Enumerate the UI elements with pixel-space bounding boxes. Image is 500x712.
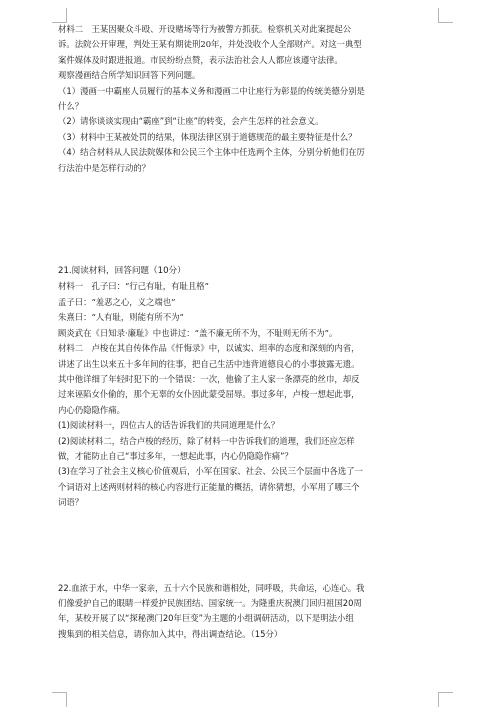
- text-line: 其中他详细了年轻时犯下的一个错误：一次，他偷了主人家一条漂亮的丝巾，却反: [58, 373, 360, 384]
- document-page: [58, 22, 446, 642]
- text-line: 案件媒体及时跟进报道。市民纷纷点赞，表示法治社会人人都应该遵守法律。: [58, 54, 343, 65]
- question-line: 个词语对上述两则材料的核心内容进行正能量的概括，请你猜想，小军用了哪三个: [58, 481, 360, 492]
- question-line: （2）请你谈谈实现由“霸座”到“让座”的转变，会产生怎样的社会意义。: [58, 116, 324, 127]
- question-21-title: 21.阅读材料，回答问题（10分）: [58, 266, 186, 277]
- question-line: (3)在学习了社会主义核心价值观后，小军在国家、社会、公民三个层面中各选了一: [58, 466, 363, 477]
- text-line: 讲述了出生以来五十多年间的往事，把自己生活中违背道德良心的小事披露无遗。: [58, 358, 360, 369]
- crop-mark-top-right: [438, 8, 453, 23]
- text-line: 过来诬陷女仆偷的，那个无辜的女仆因此蒙受屈辱。事过多年，卢梭一想起此事，: [58, 389, 360, 400]
- question-line: (2)阅读材料二，结合卢梭的经历，除了材料一中告诉我们的道理，我们还应怎样: [58, 435, 355, 446]
- question-line: （4）结合材料从人民法院媒体和公民三个主体中任选两个主体，分别分析他们在厉: [58, 147, 365, 158]
- question-line: (1)阅读材料一，四位古人的话告诉我们的共同道理是什么？: [58, 420, 280, 431]
- crop-mark-bottom-right: [438, 692, 453, 707]
- question-line: 行法治中是怎样行动的？: [58, 162, 151, 173]
- text-line: 观察漫画结合所学知识回答下列问题。: [58, 70, 201, 81]
- question-line: （3）材料中王某被处罚的结果，体现法律区别于道德规范的最主要特征是什么？: [58, 131, 357, 142]
- text-line: 内心仍隐隐作痛。: [58, 404, 125, 415]
- text-line: 22.血浓于水，中华一家亲，五十六个民族和谐相处，同呼吸，共命运，心连心。我: [58, 582, 365, 593]
- crop-mark-bottom-left: [52, 692, 67, 707]
- text-line: 朱熹曰：“人有耻，则能有所不为”: [58, 312, 184, 323]
- text-line: 顾炎武在《日知录·廉耻》中也讲过：“盖不廉无所不为，不耻则无所不为”。: [58, 327, 338, 338]
- text-line: 们像爱护自己的眼睛一样爱护民族团结、国家统一。为隆重庆祝澳门回归祖国20周: [58, 597, 362, 608]
- text-line: 材料二 卢梭在其自传体作品《忏悔录》中，以诚实、坦率的态度和深刻的内省，: [58, 343, 360, 354]
- answer-space: [58, 511, 446, 581]
- text-line: 材料一 孔子曰：“行己有耻，有耻且格”: [58, 281, 209, 292]
- question-22-block: [58, 581, 446, 643]
- answer-space: [58, 176, 446, 264]
- question-line: 词语？: [58, 497, 84, 508]
- text-line: 材料二 王某因聚众斗殴、开设赌场等行为被警方抓获。检察机关对此案提起公: [58, 24, 352, 34]
- material-two-block: [58, 22, 446, 176]
- question-line: 什么？: [58, 101, 84, 112]
- crop-mark-top-left: [52, 8, 67, 23]
- question-line: 做，才能防止自己“事过多年，一想起此事，内心仍隐隐作痛”？: [58, 450, 293, 461]
- question-21-block: [58, 264, 446, 511]
- question-line: （1）漫画一中霸座人员履行的基本义务和漫画二中让座行为彰显的传统美德分别是: [58, 85, 365, 96]
- text-line: 诉。法院公开审理，判处王某有期徒刑20年，并处没收个人全部财产。对这一典型: [58, 39, 362, 50]
- text-line: 孟子曰：“羞恶之心，义之端也”: [58, 296, 176, 307]
- text-line: 搜集到的相关信息，请你加入其中，得出调查结论。（15分）: [58, 628, 283, 639]
- text-line: 年，某校开展了以“探秘澳门20年巨变”为主题的小组调研活动，以下是明法小组: [58, 613, 354, 624]
